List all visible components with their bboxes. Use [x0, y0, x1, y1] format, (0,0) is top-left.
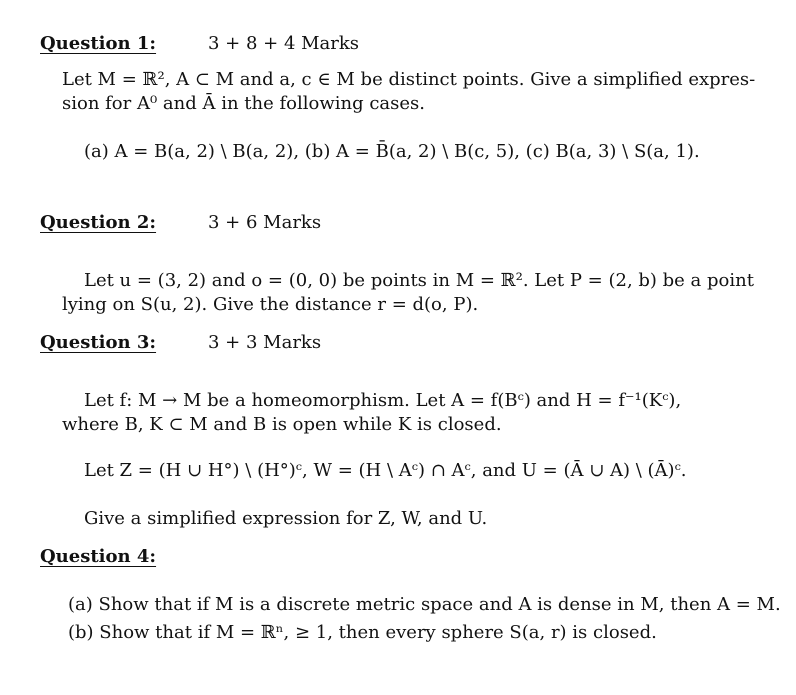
- question-3-heading: Question 3:: [40, 332, 157, 353]
- question-2-marks: 3 + 6 Marks: [208, 212, 322, 233]
- question-4-heading: Question 4:: [40, 546, 157, 567]
- question-2-text-line-2: lying on S(u, 2). Give the distance r = d(o, P).: [62, 294, 479, 315]
- question-3-task: Give a simplified expression for Z, W, and U.: [84, 508, 488, 529]
- question-4-part-a: (a) Show that if M is a discrete metric space and A is dense in M, then A = M.: [68, 594, 781, 615]
- question-1-marks: 3 + 8 + 4 Marks: [208, 33, 360, 54]
- question-4-part-b: (b) Show that if M = ℝⁿ, ≥ 1, then every sphere S(a, r) is closed.: [68, 622, 657, 643]
- question-1-heading: Question 1:: [40, 33, 157, 54]
- question-3-text-line-1: Let f: M → M be a homeomorphism. Let A = f(Bᶜ) and H = f⁻¹(Kᶜ),: [84, 390, 682, 411]
- question-1-cases: (a) A = B(a, 2) \ B(a, 2), (b) A = B̄(a, 2) \ B(c, 5), (c) B(a, 3) \ S(a, 1).: [84, 141, 700, 162]
- question-1-text-line-2: sion for A⁰ and Ā in the following cases.: [62, 93, 425, 114]
- question-3-marks: 3 + 3 Marks: [208, 332, 322, 353]
- question-3-text-line-2: where B, K ⊂ M and B is open while K is closed.: [62, 414, 502, 435]
- question-3-definitions: Let Z = (H ∪ H°) \ (H°)ᶜ, W = (H \ Aᶜ) ∩ Aᶜ, and U = (Ā ∪ A) \ (Ā)ᶜ.: [84, 460, 687, 481]
- question-1-text-line-1: Let M = ℝ², A ⊂ M and a, c ∈ M be distinct points. Give a simplified expres-: [62, 69, 756, 90]
- question-2-heading: Question 2:: [40, 212, 157, 233]
- question-2-text-line-1: Let u = (3, 2) and o = (0, 0) be points in M = ℝ². Let P = (2, b) be a point: [84, 270, 754, 291]
